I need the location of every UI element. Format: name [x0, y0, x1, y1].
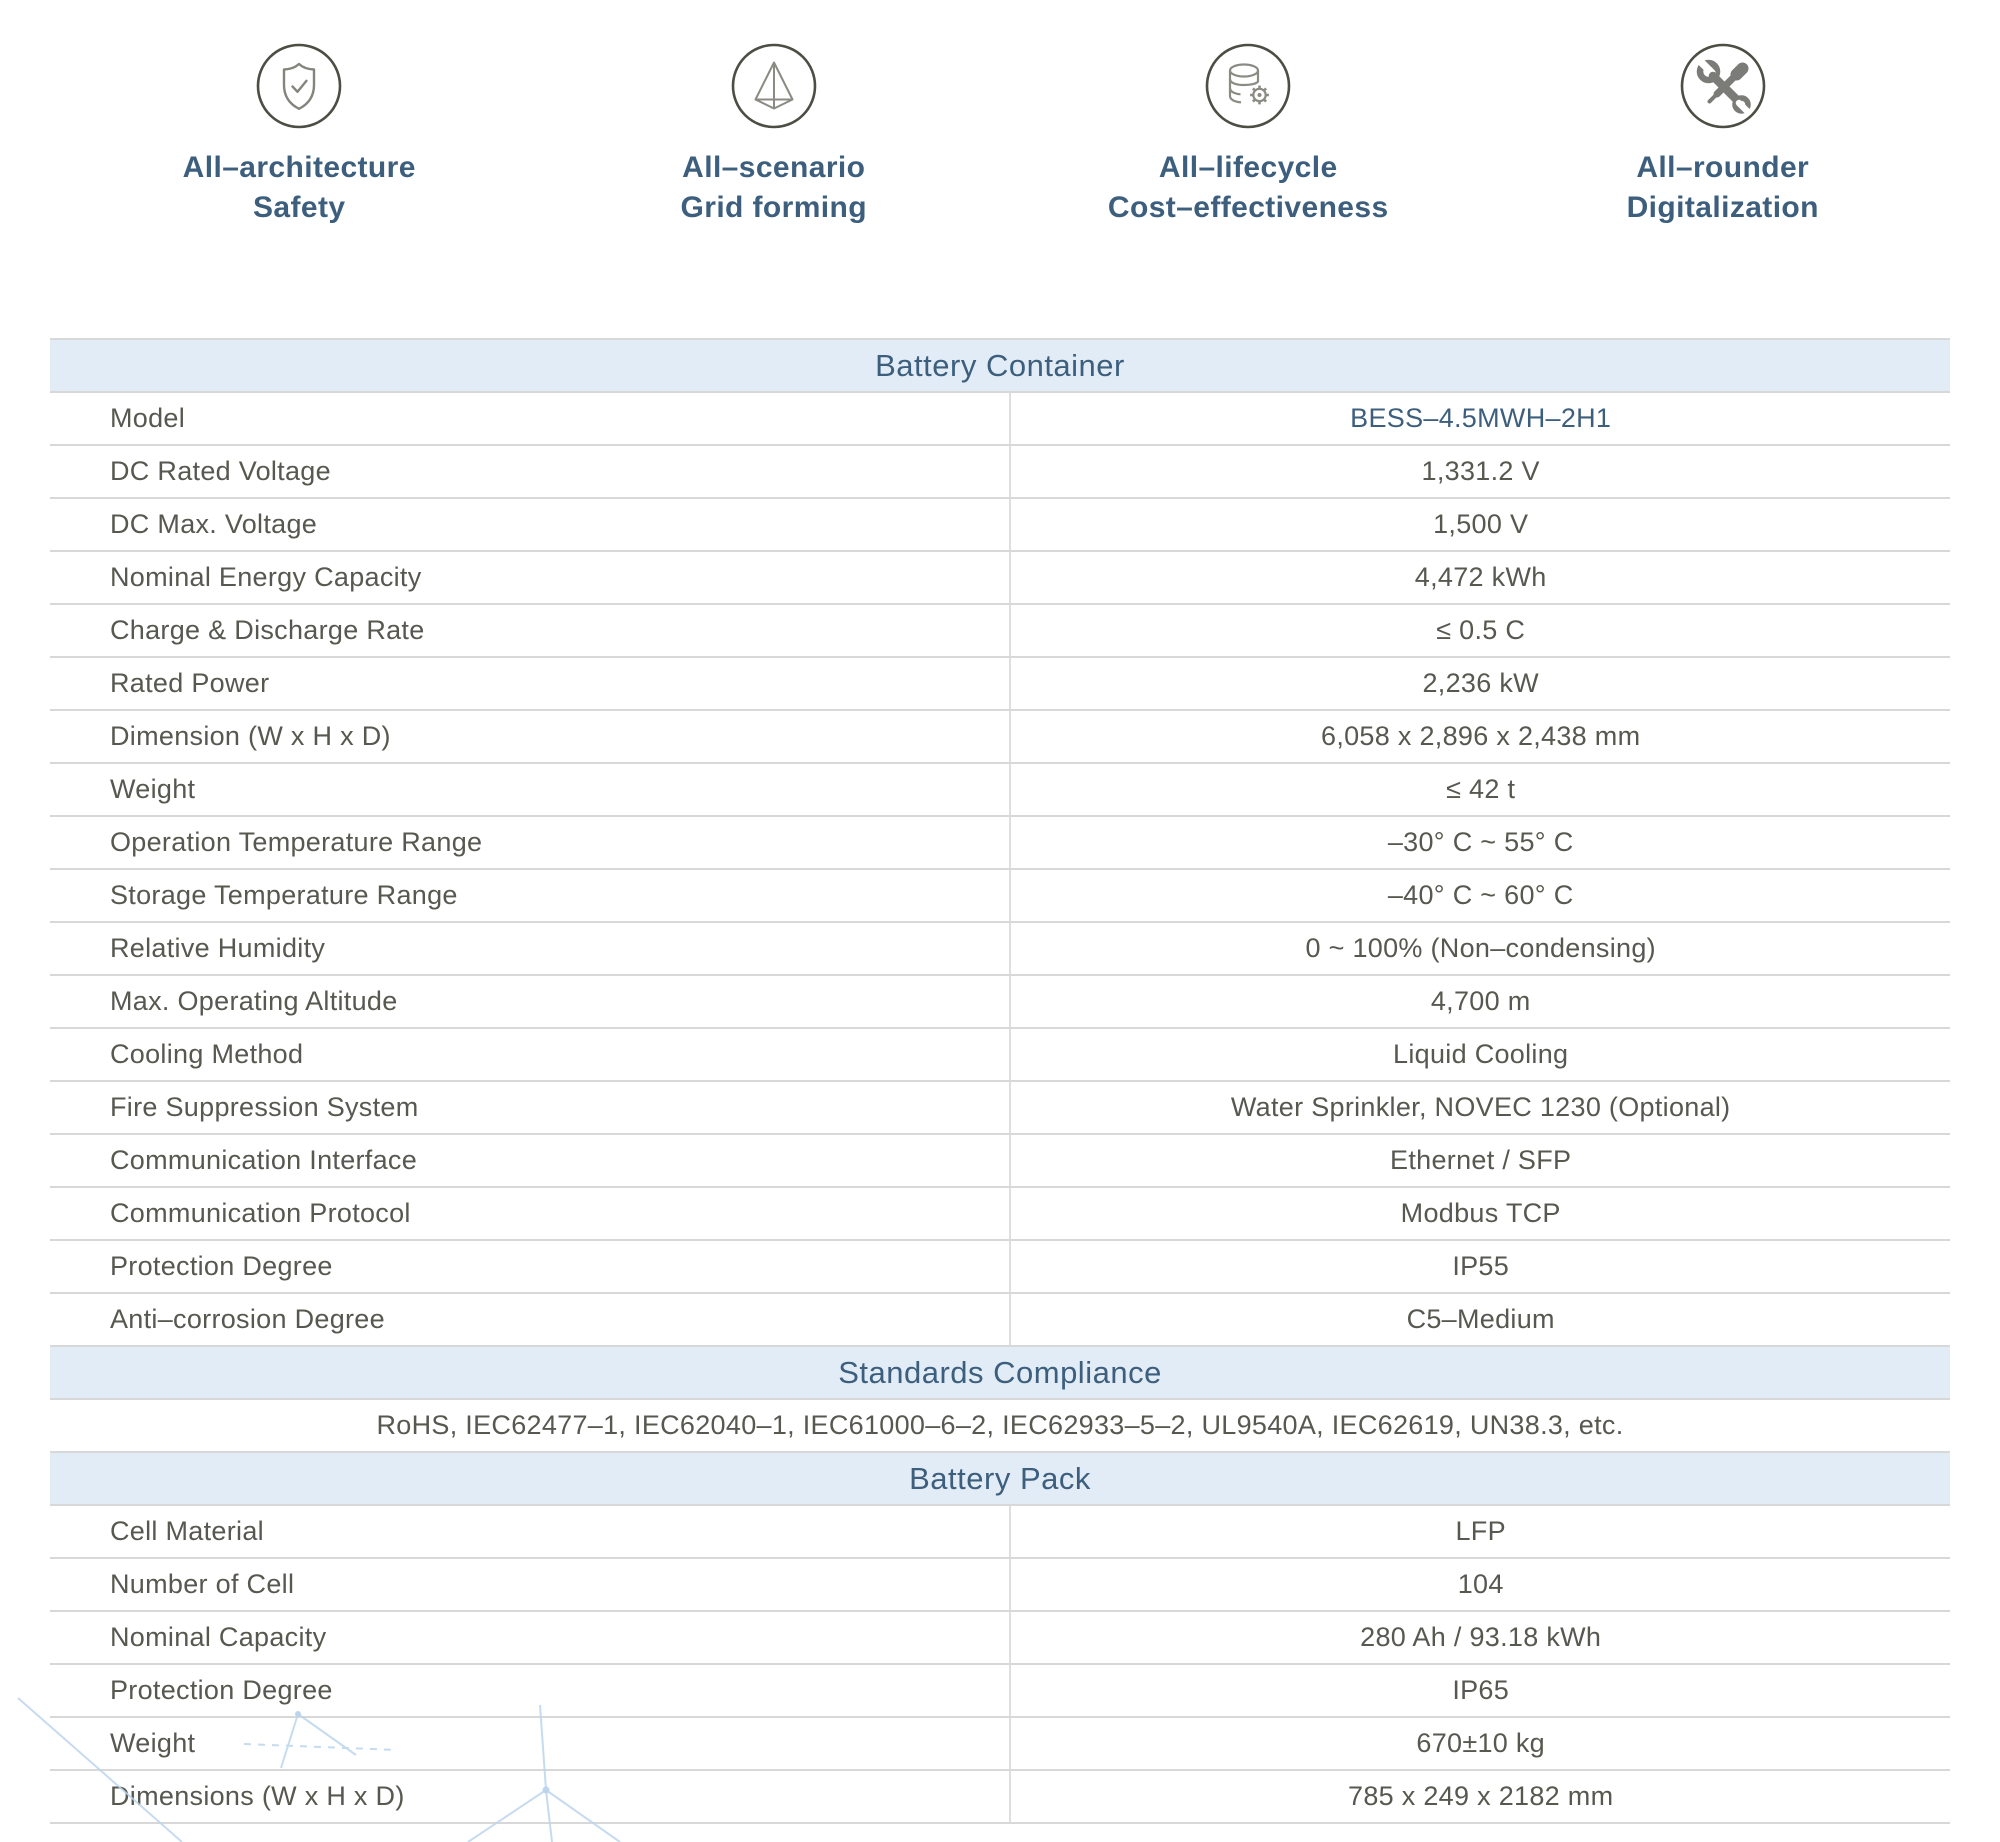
row-label: Communication Interface — [50, 1135, 1011, 1186]
table-row — [50, 1612, 1950, 1665]
table-row — [50, 605, 1950, 658]
row-value: 104 — [1457, 1569, 1504, 1599]
section-header-battery-pack: Battery Pack — [50, 1453, 1950, 1506]
grid-forming-icon — [730, 42, 818, 130]
table-row — [50, 1188, 1950, 1241]
feature-label-line1: All–lifecycle — [1158, 151, 1338, 184]
feature-label-line2: Safety — [253, 190, 346, 224]
table-row — [50, 1665, 1950, 1718]
row-value: IP65 — [1452, 1675, 1510, 1705]
row-value: 0 ~ 100% (Non–condensing) — [1305, 933, 1656, 963]
row-label: Anti–corrosion Degree — [50, 1294, 1011, 1345]
feature-label — [183, 148, 416, 228]
row-value: ≤ 0.5 C — [1436, 615, 1526, 645]
row-label: Storage Temperature Range — [50, 870, 1011, 921]
row-label: Protection Degree — [50, 1665, 1011, 1716]
row-label: Model — [50, 393, 1011, 444]
feature-label-line2: Cost–effectiveness — [1107, 190, 1389, 224]
standards-compliance-list: RoHS, IEC62477–1, IEC62040–1, IEC61000–6–2, IEC62933–5–2, UL9540A, IEC62619, UN38.3, etc. — [50, 1400, 1950, 1453]
feature-label-line1: All–scenario — [682, 151, 866, 184]
row-label: Relative Humidity — [50, 923, 1011, 974]
table-row — [50, 1294, 1950, 1347]
tools-icon — [1679, 42, 1767, 130]
section-header-battery-container: Battery Container — [50, 340, 1950, 393]
table-row — [50, 446, 1950, 499]
row-label: Number of Cell — [50, 1559, 1011, 1610]
row-value: Ethernet / SFP — [1390, 1145, 1572, 1175]
row-value: BESS–4.5MWH–2H1 — [1350, 403, 1612, 433]
row-value: C5–Medium — [1406, 1304, 1555, 1334]
feature-label-line2: Digitalization — [1626, 190, 1819, 224]
row-label: Cooling Method — [50, 1029, 1011, 1080]
table-row — [50, 499, 1950, 552]
row-value: 785 x 249 x 2182 mm — [1348, 1781, 1614, 1811]
table-row — [50, 1082, 1950, 1135]
row-value: 4,700 m — [1430, 986, 1531, 1016]
row-value: 1,500 V — [1433, 509, 1529, 539]
table-row — [50, 711, 1950, 764]
feature-all-rounder-digitalization — [1486, 42, 1961, 228]
row-value: Modbus TCP — [1400, 1198, 1561, 1228]
table-row — [50, 1718, 1950, 1771]
table-row — [50, 1559, 1950, 1612]
feature-label-line1: All–rounder — [1636, 151, 1810, 184]
table-row — [50, 923, 1950, 976]
row-value: 280 Ah / 93.18 kWh — [1360, 1622, 1602, 1652]
row-value: 4,472 kWh — [1414, 562, 1547, 592]
row-label: Operation Temperature Range — [50, 817, 1011, 868]
row-label: Weight — [50, 764, 1011, 815]
table-row — [50, 552, 1950, 605]
row-label: Protection Degree — [50, 1241, 1011, 1292]
row-label: Max. Operating Altitude — [50, 976, 1011, 1027]
row-label: Dimension (W x H x D) — [50, 711, 1011, 762]
feature-label-line1: All–architecture — [182, 151, 416, 184]
row-value: 670±10 kg — [1416, 1728, 1545, 1758]
feature-all-lifecycle-cost-effectiveness — [1011, 42, 1486, 228]
row-label: Dimensions (W x H x D) — [50, 1771, 1011, 1822]
row-value: ≤ 42 t — [1446, 774, 1516, 804]
row-label: Fire Suppression System — [50, 1082, 1011, 1133]
row-value: –30° C ~ 55° C — [1387, 827, 1574, 857]
table-row — [50, 658, 1950, 711]
table-row — [50, 1241, 1950, 1294]
row-label: DC Rated Voltage — [50, 446, 1011, 497]
row-label: Charge & Discharge Rate — [50, 605, 1011, 656]
table-row — [50, 817, 1950, 870]
row-label: DC Max. Voltage — [50, 499, 1011, 550]
table-row — [50, 870, 1950, 923]
row-value: 1,331.2 V — [1421, 456, 1540, 486]
table-row — [50, 1771, 1950, 1824]
database-gear-icon — [1204, 42, 1292, 130]
section-header-standards-compliance: Standards Compliance — [50, 1347, 1950, 1400]
shield-check-icon — [255, 42, 343, 130]
table-row — [50, 1135, 1950, 1188]
feature-label — [1108, 148, 1389, 228]
feature-highlights — [0, 0, 2000, 228]
table-row — [50, 1506, 1950, 1559]
row-value: 6,058 x 2,896 x 2,438 mm — [1321, 721, 1641, 751]
feature-label — [681, 148, 867, 228]
row-label: Nominal Energy Capacity — [50, 552, 1011, 603]
table-row — [50, 976, 1950, 1029]
row-value: 2,236 kW — [1422, 668, 1539, 698]
row-label: Rated Power — [50, 658, 1011, 709]
feature-label-line2: Grid forming — [680, 190, 867, 224]
row-value: –40° C ~ 60° C — [1387, 880, 1574, 910]
row-label: Communication Protocol — [50, 1188, 1011, 1239]
row-value: IP55 — [1452, 1251, 1510, 1281]
row-label: Weight — [50, 1718, 1011, 1769]
row-value: Water Sprinkler, NOVEC 1230 (Optional) — [1230, 1092, 1731, 1122]
row-label: Cell Material — [50, 1506, 1011, 1557]
spec-table — [50, 338, 1950, 1824]
feature-all-scenario-grid-forming — [537, 42, 1012, 228]
row-label: Nominal Capacity — [50, 1612, 1011, 1663]
table-row — [50, 393, 1950, 446]
row-value: LFP — [1455, 1516, 1506, 1546]
row-value: Liquid Cooling — [1393, 1039, 1569, 1069]
feature-all-architecture-safety — [62, 42, 537, 228]
table-row — [50, 764, 1950, 817]
table-row — [50, 1029, 1950, 1082]
feature-label — [1627, 148, 1819, 228]
